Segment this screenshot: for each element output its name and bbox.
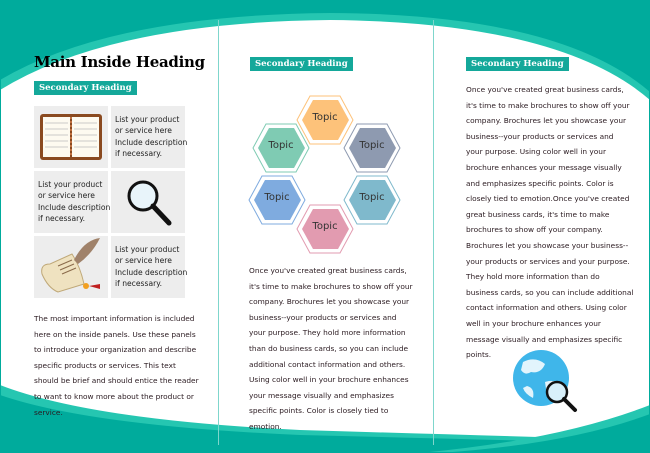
text-line: it's time to make brochures to show off your bbox=[466, 100, 630, 110]
topic-label: Topic bbox=[359, 140, 385, 151]
text-line: closely tied to emotion.Once you've created bbox=[466, 194, 630, 204]
text-line: specific points. Color is closely tied to bbox=[249, 406, 389, 416]
text-line: your purpose. They hold more information bbox=[249, 328, 406, 338]
text-line: here on the inside panels. Use these panels bbox=[34, 329, 196, 339]
text-line: The most important information is included bbox=[34, 314, 195, 323]
product-image-cell bbox=[34, 236, 108, 298]
text-line: Once you've created great business cards, bbox=[466, 85, 624, 94]
product-text-cell bbox=[111, 106, 188, 168]
middle-body-text bbox=[249, 263, 413, 435]
text-line: additional contact information and others. bbox=[249, 359, 406, 369]
text-line: brochure enhances your message visually bbox=[466, 162, 622, 172]
left-body-text bbox=[34, 311, 199, 420]
text-line: and emphasizes specific points. Color is bbox=[466, 178, 614, 188]
text-line: Once you've created great business cards, bbox=[249, 266, 407, 275]
text-line: to want to know more about the product or bbox=[34, 391, 194, 401]
product-image-cell bbox=[34, 106, 108, 168]
text-line: your products or services and your purpose. bbox=[466, 256, 630, 266]
topic-label: Topic bbox=[264, 192, 290, 203]
notebook-icon bbox=[34, 106, 108, 168]
text-line: Brochures let you showcase your business-- bbox=[466, 240, 629, 250]
product-description: List your product or service here Include description if necessary. bbox=[38, 180, 111, 223]
secondary-heading: Secondary Heading bbox=[34, 81, 137, 95]
text-line: message visually and emphasizes specific bbox=[466, 334, 623, 344]
topic-label: Topic bbox=[312, 221, 338, 232]
text-line: than do business cards, so you can include bbox=[249, 343, 409, 353]
secondary-heading: Secondary Heading bbox=[250, 57, 353, 71]
topic-hexagon[interactable] bbox=[343, 123, 401, 173]
text-line: it's time to make brochures to show off your bbox=[249, 281, 413, 291]
text-line: your message visually and emphasizes bbox=[249, 390, 394, 400]
product-description: List your product or service here Include description if necessary. bbox=[115, 245, 188, 288]
text-line: points. bbox=[466, 350, 492, 360]
text-line: They hold more information than do bbox=[466, 272, 600, 282]
topic-label: Topic bbox=[359, 192, 385, 203]
text-line: specific products or services. This text bbox=[34, 360, 176, 370]
panel-divider bbox=[433, 20, 434, 445]
topic-label: Topic bbox=[268, 140, 294, 151]
text-line: brochures to show off your company. bbox=[466, 225, 603, 235]
product-image-cell bbox=[111, 171, 185, 233]
topic-label: Topic bbox=[312, 112, 338, 123]
text-line: business--your products or services and bbox=[249, 312, 397, 322]
text-line: to introduce your organization and describe bbox=[34, 345, 197, 355]
text-line: well in your brochure enhances your bbox=[466, 318, 601, 328]
text-line: service. bbox=[34, 407, 63, 417]
magnifier-icon bbox=[111, 171, 185, 233]
text-line: business--your products or services and bbox=[466, 131, 614, 141]
topic-hexagon[interactable] bbox=[296, 204, 354, 254]
globe-magnifier-icon bbox=[505, 342, 585, 422]
text-line: business cards, so you can include additional bbox=[466, 287, 634, 297]
text-line: contact information and others. Using color bbox=[466, 303, 627, 313]
text-line: company. Brochures let you showcase your bbox=[249, 297, 410, 307]
product-description: List your product or service here Include description if necessary. bbox=[115, 115, 188, 158]
text-line: company. Brochures let you showcase your bbox=[466, 116, 627, 126]
text-line: should be brief and should entice the reader bbox=[34, 376, 199, 386]
text-line: your purpose. Using color well in your bbox=[466, 147, 607, 157]
text-line: Using color well in your brochure enhances bbox=[249, 375, 409, 385]
main-inside-heading: Main Inside Heading bbox=[34, 53, 205, 71]
topic-hexagon[interactable] bbox=[252, 123, 310, 173]
right-body-text bbox=[466, 82, 633, 363]
secondary-heading: Secondary Heading bbox=[466, 57, 569, 71]
panel-divider bbox=[218, 20, 219, 445]
text-line: emotion. bbox=[249, 421, 282, 431]
product-text-cell bbox=[34, 171, 111, 233]
scroll-quill-icon bbox=[34, 236, 108, 298]
product-text-cell bbox=[111, 236, 188, 298]
text-line: great business cards, it's time to make bbox=[466, 209, 610, 219]
